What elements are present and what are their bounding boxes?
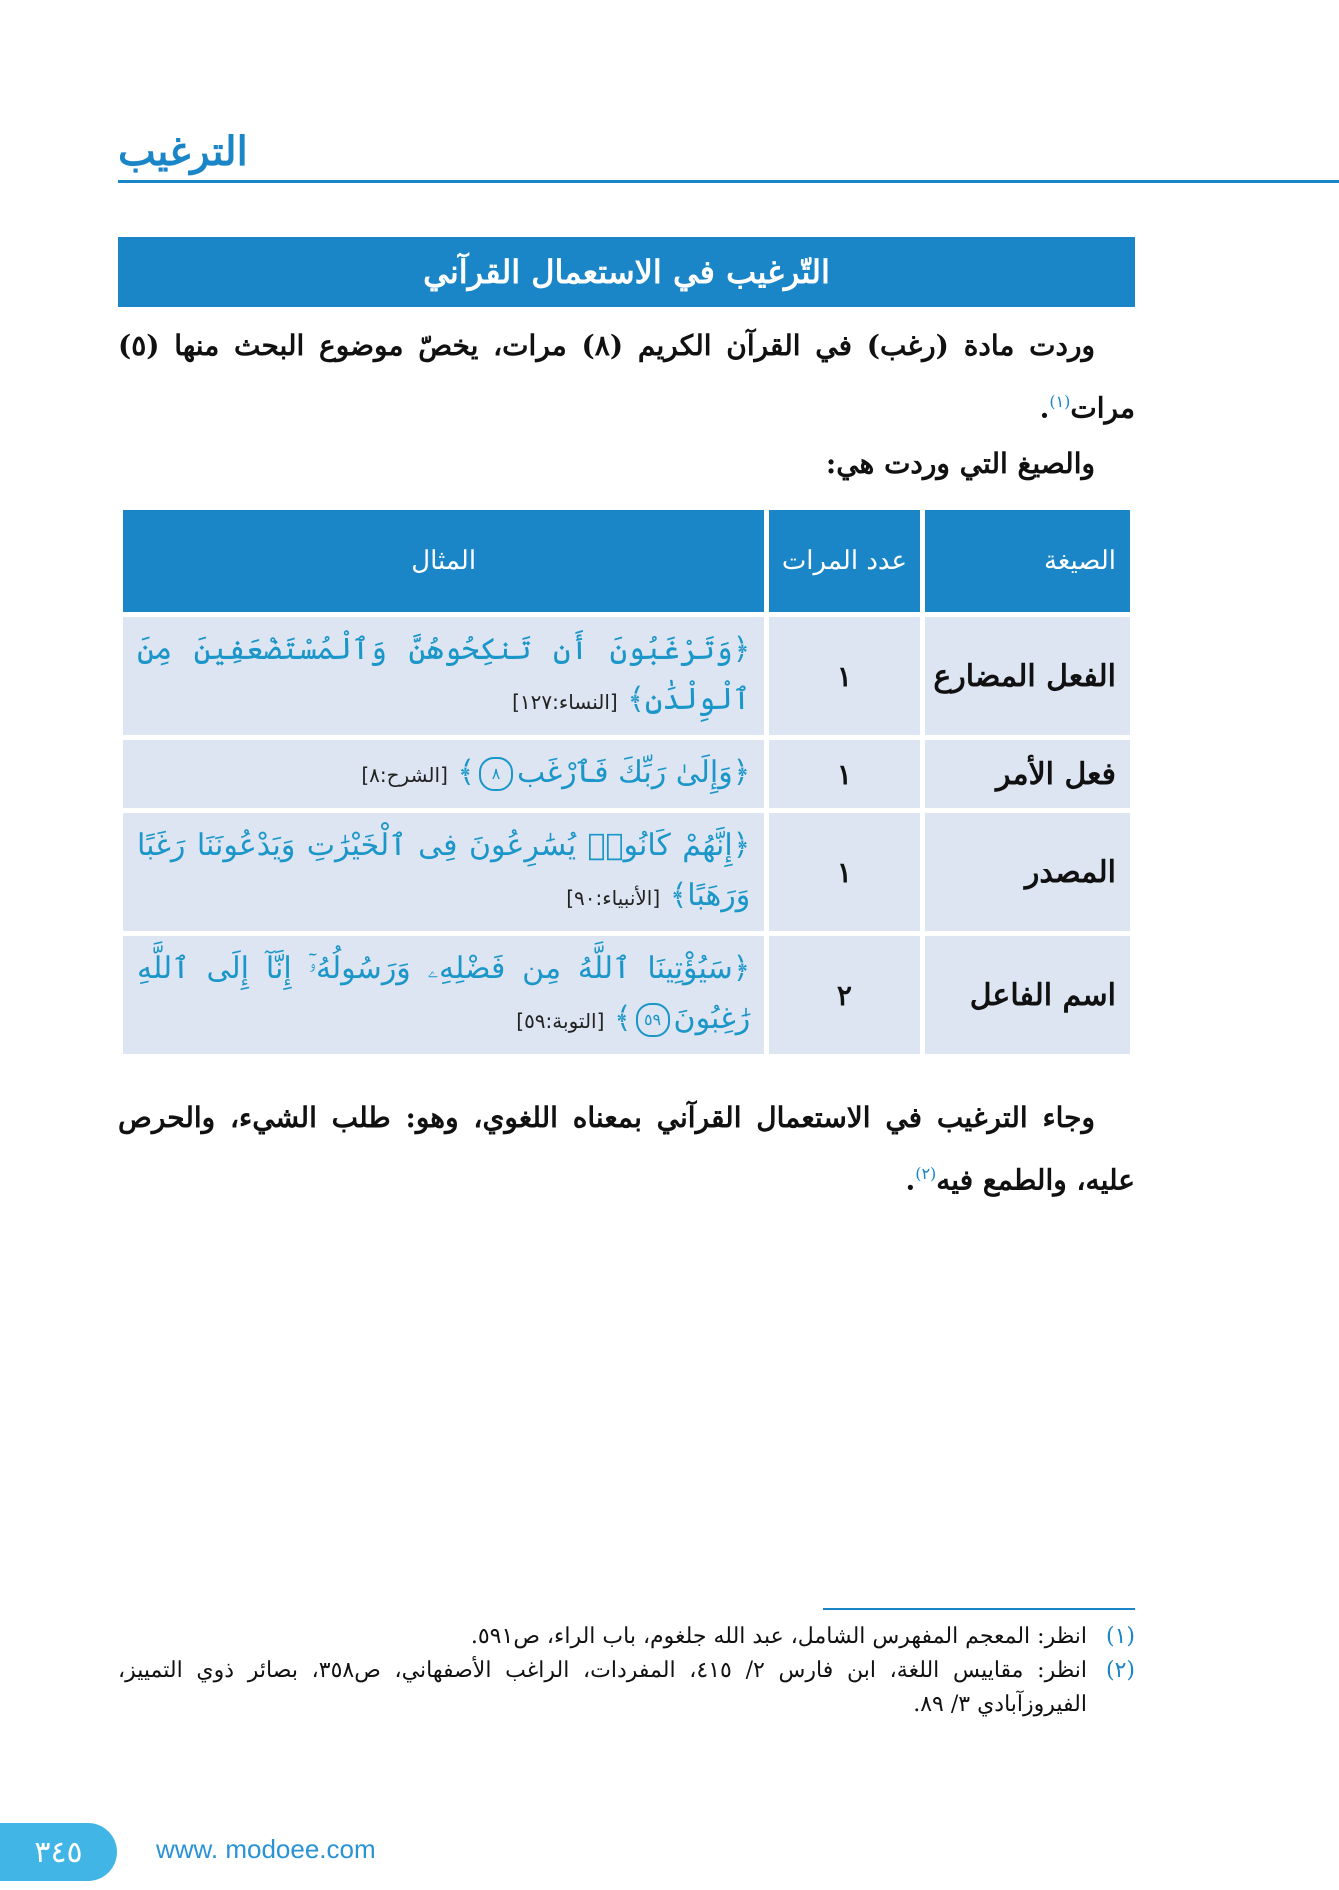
example-cell [123,740,764,808]
intro-period: . [1039,391,1050,425]
intro-line-1 [118,318,1135,436]
form-cell: المصدر [925,813,1130,931]
verse-content: سَيُؤْتِينَا ٱللَّهُ مِن فَضْلِهِۦ وَرَسُولُهُۥٓ إِنَّآ إِلَى ٱللَّهِ رَٰغِبُونَ [137,951,751,1036]
close-bracket-icon: ﴾ [457,755,475,790]
table-row [123,936,1130,1054]
open-bracket-icon: ﴿ [732,632,751,667]
footnote-text: انظر: مقاييس اللغة، ابن فارس ٢/ ٤١٥، المفردات، الراغب الأصفهاني، ص٣٥٨، بصائر ذوي التمييز، الفيروزآبادي ٣/ ٨٩. [118,1658,1088,1717]
count-cell: ١ [769,813,919,931]
verse-reference: [الشرح:٨] [361,763,448,787]
count-cell: ٢ [769,936,919,1054]
verse-text [137,944,750,1046]
header-form: الصيغة [925,510,1130,612]
verse-reference: [النساء:١٢٧] [512,690,618,714]
page-number-badge: ٣٤٥ [0,1823,117,1881]
table-row [123,740,1130,808]
conclusion-period: . [905,1163,916,1197]
website-link[interactable]: www. modoee.com [156,1834,376,1864]
footnote-number: (٢) [1105,1658,1135,1683]
verse-reference: [التوبة:٥٩] [516,1009,605,1033]
word-forms-table [118,505,1135,1059]
footnote-item [118,1654,1135,1722]
footnotes [118,1620,1135,1722]
verse-text [137,625,750,727]
verse-text [137,748,750,800]
ayah-number-icon: ٨ [479,757,513,791]
intro-text: وردت مادة (رغب) في القرآن الكريم (٨) مرات، يخصّ موضوع البحث منها (٥) مرات [118,329,1135,425]
close-bracket-icon: ﴾ [627,682,645,717]
footnote-text: انظر: المعجم المفهرس الشامل، عبد الله جلغوم، باب الراء، ص٥٩١. [470,1624,1087,1649]
intro-line-2: والصيغ التي وردت هي: [825,447,1095,481]
verse-content: إِنَّهُمْ كَانُوا۟ يُسَٰرِعُونَ فِى ٱلْخَيْرَٰتِ وَيَدْعُونَنَا رَغَبًا وَرَهَبًا [137,828,751,913]
table-row [123,617,1130,735]
footnote-number: (١) [1105,1624,1135,1649]
conclusion-text-line [118,1090,1135,1208]
form-cell: فعل الأمر [925,740,1130,808]
form-cell: الفعل المضارع [925,617,1130,735]
footnote-ref-1[interactable]: (١) [1049,392,1071,411]
footnote-ref-2[interactable]: (٢) [915,1164,937,1183]
count-cell: ١ [769,740,919,808]
header-example: المثال [123,510,764,612]
ayah-number-icon: ٥٩ [636,1003,670,1037]
example-cell [123,813,764,931]
table-header-row [123,510,1130,612]
verse-reference: [الأنبياء:٩٠] [566,886,661,910]
close-bracket-icon: ﴾ [613,1001,632,1036]
conclusion-paragraph [118,1090,1135,1208]
footnote-item [118,1620,1135,1654]
verse-content: وَإِلَىٰ رَبِّكَ فَٱرْغَب [517,755,733,790]
table-row [123,813,1130,931]
open-bracket-icon: ﴿ [732,951,751,986]
count-cell: ١ [769,617,919,735]
close-bracket-icon: ﴾ [669,878,688,913]
section-title: التّرغيب في الاستعمال القرآني [118,237,1135,307]
header-count: عدد المرات [769,510,919,612]
open-bracket-icon: ﴿ [732,828,751,863]
example-cell [123,936,764,1054]
conclusion-text: وجاء الترغيب في الاستعمال القرآني بمعناه اللغوي، وهو: طلب الشيء، والحرص عليه، والطمع فيه [118,1101,1135,1197]
open-bracket-icon: ﴿ [732,755,751,790]
header-divider [118,180,1339,183]
form-cell: اسم الفاعل [925,936,1130,1054]
footnote-divider [823,1608,1135,1610]
example-cell [123,617,764,735]
intro-paragraph [118,318,1135,492]
verse-content: وَتَرْغَبُونَ أَن تَنكِحُوهُنَّ وَٱلْمُسْتَضْعَفِينَ مِنَ ٱلْوِلْدَٰنِ [137,632,751,717]
running-header-title: الترغيب [118,128,248,175]
verse-text [137,821,750,923]
